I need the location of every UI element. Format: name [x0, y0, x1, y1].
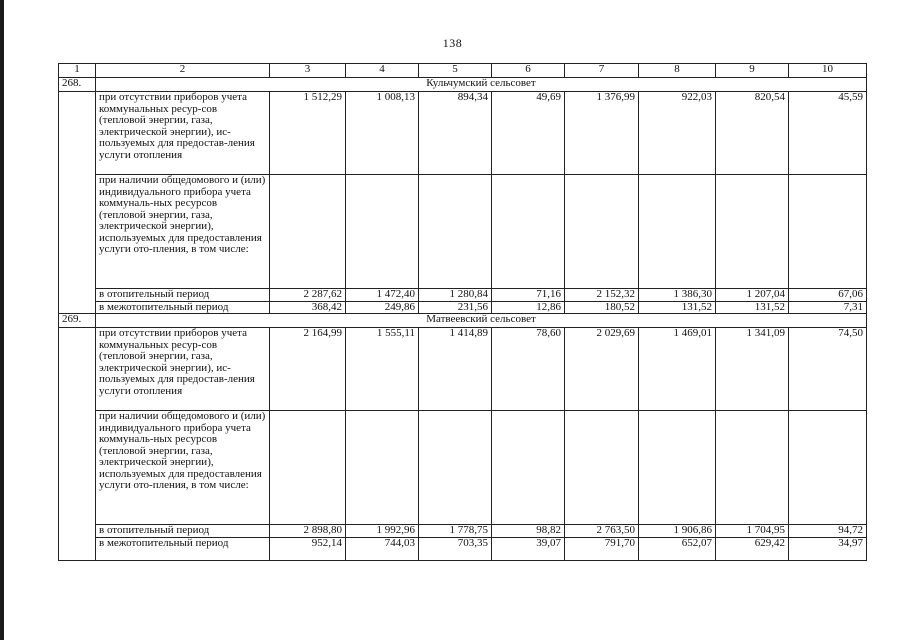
value-cell: 39,07: [492, 537, 565, 560]
value-cell: 2 152,32: [565, 289, 639, 302]
value-cell: 249,86: [346, 301, 419, 314]
value-cell: 1 280,84: [419, 289, 492, 302]
value-cell: 1 008,13: [346, 92, 419, 175]
value-cell: 368,42: [270, 301, 346, 314]
column-header: 2: [96, 64, 270, 78]
value-cell: [492, 411, 565, 525]
row-label: в межотопительный период: [96, 301, 270, 314]
value-cell: 71,16: [492, 289, 565, 302]
value-cell: 131,52: [639, 301, 716, 314]
value-cell: 1 555,11: [346, 328, 419, 411]
value-cell: 94,72: [789, 525, 867, 538]
value-cell: 652,07: [639, 537, 716, 560]
row-label: при отсутствии приборов учета коммунальных ресур-сов (тепловой энергии, газа, электрической энергии), ис-пользуемых для предостав-ления услуги отопления: [96, 92, 270, 175]
value-cell: [565, 411, 639, 525]
column-header: 8: [639, 64, 716, 78]
value-cell: 131,52: [716, 301, 789, 314]
table-row: [59, 537, 867, 560]
value-cell: 894,34: [419, 92, 492, 175]
value-cell: 1 512,29: [270, 92, 346, 175]
value-cell: [346, 175, 419, 289]
row-label: в межотопительный период: [96, 537, 270, 560]
value-cell: 1 386,30: [639, 289, 716, 302]
column-header: 6: [492, 64, 565, 78]
value-cell: 2 763,50: [565, 525, 639, 538]
value-cell: 49,69: [492, 92, 565, 175]
value-cell: 1 341,09: [716, 328, 789, 411]
column-header: 9: [716, 64, 789, 78]
value-cell: [565, 175, 639, 289]
region-number: 269.: [59, 314, 96, 328]
header-row: [59, 64, 867, 78]
value-cell: 67,06: [789, 289, 867, 302]
tariff-table: [58, 63, 867, 561]
row-label: в отопительный период: [96, 289, 270, 302]
region-number: 268.: [59, 78, 96, 92]
value-cell: [789, 411, 867, 525]
value-cell: 34,97: [789, 537, 867, 560]
value-cell: 1 778,75: [419, 525, 492, 538]
table-row: [59, 92, 867, 175]
value-cell: 1 469,01: [639, 328, 716, 411]
value-cell: 1 414,89: [419, 328, 492, 411]
value-cell: [789, 175, 867, 289]
value-cell: 7,31: [789, 301, 867, 314]
value-cell: [419, 411, 492, 525]
value-cell: 820,54: [716, 92, 789, 175]
value-cell: 744,03: [346, 537, 419, 560]
table-row: [59, 525, 867, 538]
value-cell: [270, 175, 346, 289]
column-header: 3: [270, 64, 346, 78]
value-cell: 45,59: [789, 92, 867, 175]
value-cell: 1 704,95: [716, 525, 789, 538]
column-header: 7: [565, 64, 639, 78]
value-cell: 1 906,86: [639, 525, 716, 538]
value-cell: [639, 411, 716, 525]
scan-edge: [0, 0, 4, 640]
row-label: при отсутствии приборов учета коммунальных ресур-сов (тепловой энергии, газа, электрической энергии), ис-пользуемых для предостав-ления услуги отопления: [96, 328, 270, 411]
value-cell: 629,42: [716, 537, 789, 560]
value-cell: 952,14: [270, 537, 346, 560]
table-row: [59, 289, 867, 302]
row-label: при наличии общедомового и (или) индивидуального прибора учета коммуналь-ных ресурсов (тепловой энергии, газа, электрической энергии), используемых для предоставления услуги ото-пления, в том числе:: [96, 411, 270, 525]
empty-cell: [59, 92, 96, 314]
empty-cell: [59, 328, 96, 561]
region-row: [59, 314, 867, 328]
value-cell: 180,52: [565, 301, 639, 314]
column-header: 5: [419, 64, 492, 78]
value-cell: [639, 175, 716, 289]
value-cell: [716, 175, 789, 289]
value-cell: [492, 175, 565, 289]
region-row: [59, 78, 867, 92]
table-row: [59, 411, 867, 525]
page-number: 138: [442, 36, 463, 50]
value-cell: 703,35: [419, 537, 492, 560]
value-cell: 2 029,69: [565, 328, 639, 411]
value-cell: 231,56: [419, 301, 492, 314]
value-cell: 1 207,04: [716, 289, 789, 302]
region-name: Кульчумский сельсовет: [96, 78, 867, 92]
value-cell: [419, 175, 492, 289]
table-row: [59, 301, 867, 314]
value-cell: 98,82: [492, 525, 565, 538]
region-name: Матвеевский сельсовет: [96, 314, 867, 328]
value-cell: 74,50: [789, 328, 867, 411]
table-row: [59, 175, 867, 289]
value-cell: [716, 411, 789, 525]
row-label: в отопительный период: [96, 525, 270, 538]
value-cell: 922,03: [639, 92, 716, 175]
column-header: 10: [789, 64, 867, 78]
value-cell: 2 898,80: [270, 525, 346, 538]
value-cell: 1 376,99: [565, 92, 639, 175]
column-header: 4: [346, 64, 419, 78]
value-cell: 1 992,96: [346, 525, 419, 538]
value-cell: [270, 411, 346, 525]
value-cell: 12,86: [492, 301, 565, 314]
value-cell: 791,70: [565, 537, 639, 560]
value-cell: 78,60: [492, 328, 565, 411]
table-row: [59, 328, 867, 411]
value-cell: 2 287,62: [270, 289, 346, 302]
value-cell: 2 164,99: [270, 328, 346, 411]
value-cell: 1 472,40: [346, 289, 419, 302]
row-label: при наличии общедомового и (или) индивидуального прибора учета коммуналь-ных ресурсов (тепловой энергии, газа, электрической энергии), используемых для предоставления услуги ото-пления, в том числе:: [96, 175, 270, 289]
value-cell: [346, 411, 419, 525]
column-header: 1: [59, 64, 96, 78]
